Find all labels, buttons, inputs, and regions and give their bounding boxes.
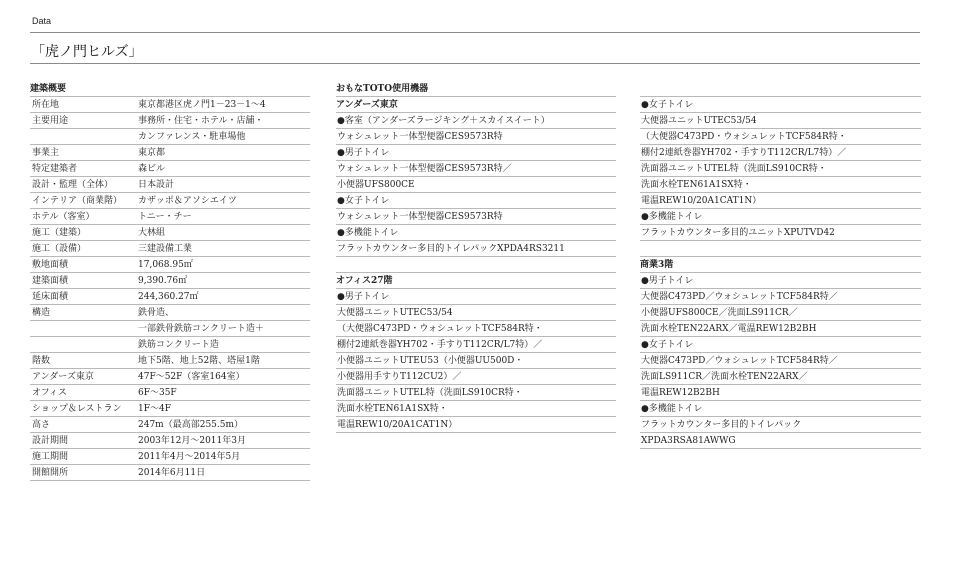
- overview-value: 鉄筋コンクリート造: [138, 340, 219, 350]
- equipment-line: 大便器ユニットUTEC53/54: [640, 113, 921, 129]
- commercial-equipment-list: [640, 273, 921, 449]
- overview-row: [30, 305, 310, 321]
- equipment-line: XPDA3RSA81AWWG: [640, 433, 921, 449]
- overview-value: 日本設計: [138, 180, 175, 190]
- office-equipment-list: [336, 289, 616, 433]
- equipment-line: ●男子トイレ: [336, 289, 616, 305]
- equipment-line: 洗面水栓TEN61A1SX特・: [640, 177, 921, 193]
- overview-label: オフィス: [32, 388, 68, 398]
- toto-equipment-column-2: [640, 81, 921, 449]
- overview-value: 2003年12月～2011年3月: [138, 436, 246, 446]
- overview-label: 所在地: [32, 100, 60, 110]
- overview-label: ショップ＆レストラン: [32, 404, 122, 414]
- overview-value: カンファレンス・駐車場他: [138, 132, 246, 142]
- andaz-heading: アンダーズ東京: [336, 97, 616, 113]
- equipment-line: 棚付2連紙巻器YH702・手すりT112CR/L7特）／: [640, 145, 921, 161]
- overview-row: [30, 401, 310, 417]
- overview-row: [30, 129, 310, 145]
- overview-value: 事務所・住宅・ホテル・店舗・: [138, 116, 264, 126]
- equipment-line: （大便器C473PD・ウォシュレットTCF584R特・: [336, 321, 616, 337]
- equipment-line: 電温REW10/20A1CAT1N）: [640, 193, 921, 209]
- overview-label: 事業主: [32, 148, 60, 158]
- overview-row: [30, 273, 310, 289]
- overview-value: 一部鉄骨鉄筋コンクリート造＋: [138, 324, 264, 334]
- overview-table: [30, 97, 310, 481]
- equipment-line: ●多機能トイレ: [336, 225, 616, 241]
- equipment-line: ●多機能トイレ: [640, 401, 921, 417]
- overview-label: 施工（建築）: [32, 228, 87, 238]
- equipment-line: ●多機能トイレ: [640, 209, 921, 225]
- overview-label: 敷地面積: [32, 260, 69, 270]
- overview-label: 延床面積: [32, 292, 69, 302]
- equipment-line: フラットカウンター多目的ユニットXPUTVD42: [640, 225, 921, 241]
- overview-label: 開館開所: [32, 468, 69, 478]
- overview-row: [30, 193, 310, 209]
- overview-label: 主要用途: [32, 116, 69, 126]
- top-divider: [30, 32, 920, 33]
- overview-value: 三建設備工業: [138, 244, 193, 254]
- page-title: 「虎ノ門ヒルズ」: [31, 44, 143, 60]
- overview-row: [30, 449, 310, 465]
- overview-value: トニー・チー: [138, 212, 192, 222]
- overview-row: [30, 321, 310, 337]
- overview-heading: 建築概要: [30, 81, 310, 97]
- equipment-line: 洗面器ユニットUTEL特（洗面LS910CR特・: [336, 385, 616, 401]
- overview-value: 鉄骨造、: [138, 308, 175, 318]
- overview-label: 階数: [32, 356, 51, 366]
- overview-label: 構造: [32, 308, 51, 318]
- equipment-line: ●男子トイレ: [336, 145, 616, 161]
- overview-row: [30, 161, 310, 177]
- equipment-line: 棚付2連紙巻器YH702・手すりT112CR/L7特）／: [336, 337, 616, 353]
- equipment-line: 洗面水栓TEN61A1SX特・: [336, 401, 616, 417]
- equipment-line: ●男子トイレ: [640, 273, 921, 289]
- equipment-line: ●客室（アンダーズラージキング＋スカイスイート）: [336, 113, 616, 129]
- overview-value: 17,068.95㎡: [138, 260, 193, 270]
- equipment-line: 小便器ユニットUTEU53（小便器UU500D・: [336, 353, 616, 369]
- toto-heading: おもなTOTO使用機器: [336, 81, 616, 97]
- overview-label: 施工期間: [32, 452, 69, 462]
- overview-row: [30, 353, 310, 369]
- overview-label: 建築面積: [32, 276, 69, 286]
- equipment-line: ウォシュレット一体型便器CES9573R特: [336, 209, 616, 225]
- overview-label: 設計・監理（全体）: [32, 180, 114, 190]
- andaz-equipment-list: [336, 113, 616, 257]
- equipment-line: ●女子トイレ: [640, 337, 921, 353]
- overview-label: 特定建築者: [32, 164, 78, 174]
- overview-row: [30, 417, 310, 433]
- overview-row: [30, 97, 310, 113]
- equipment-line: （大便器C473PD・ウォシュレットTCF584R特・: [640, 129, 921, 145]
- overview-value: カザッポ＆アソシエイツ: [138, 196, 237, 206]
- equipment-line: 電温REW10/20A1CAT1N）: [336, 417, 616, 433]
- overview-value: 大林組: [138, 228, 166, 238]
- spacer-row: [336, 257, 616, 273]
- equipment-line: 洗面LS911CR／洗面水栓TEN22ARX／: [640, 369, 921, 385]
- overview-row: [30, 465, 310, 481]
- office-heading: オフィス27階: [336, 273, 616, 289]
- spacer-row: [640, 81, 921, 97]
- office-women-equipment-list: [640, 97, 921, 241]
- overview-value: 47F～52F（客室164室）: [138, 372, 245, 382]
- equipment-line: ●女子トイレ: [336, 193, 616, 209]
- overview-label: 施工（設備）: [32, 244, 87, 254]
- equipment-line: ウォシュレット一体型便器CES9573R特: [336, 129, 616, 145]
- overview-label: アンダーズ東京: [32, 372, 94, 382]
- equipment-line: 大便器C473PD／ウォシュレットTCF584R特／: [640, 289, 921, 305]
- overview-label: インテリア（商業階）: [32, 196, 123, 206]
- overview-value: 244,360.27㎡: [138, 292, 199, 302]
- equipment-line: 小便器UFS800CE／洗面LS911CR／: [640, 305, 921, 321]
- overview-value: 2014年6月11日: [138, 468, 206, 478]
- overview-value: 2011年4月～2014年5月: [138, 452, 241, 462]
- toto-equipment-column-1: [336, 81, 616, 433]
- overview-value: 森ビル: [138, 164, 166, 174]
- title-divider: [30, 63, 920, 64]
- equipment-line: 大便器C473PD／ウォシュレットTCF584R特／: [640, 353, 921, 369]
- overview-value: 9,390.76㎡: [138, 276, 188, 286]
- overview-row: [30, 433, 310, 449]
- overview-value: 247m（最高部255.5m）: [138, 420, 244, 430]
- equipment-line: ●女子トイレ: [640, 97, 921, 113]
- overview-row: [30, 289, 310, 305]
- overview-row: [30, 113, 310, 129]
- overview-label: ホテル（客室）: [32, 212, 95, 222]
- overview-label: 設計期間: [32, 436, 69, 446]
- overview-row: [30, 257, 310, 273]
- overview-row: [30, 225, 310, 241]
- equipment-line: フラットカウンター多目的トイレパックXPDA4RS3211: [336, 241, 616, 257]
- overview-row: [30, 177, 310, 193]
- equipment-line: 電温REW12B2BH: [640, 385, 921, 401]
- commercial-heading: 商業3階: [640, 257, 921, 273]
- overview-row: [30, 385, 310, 401]
- overview-row: [30, 241, 310, 257]
- overview-row: [30, 369, 310, 385]
- overview-row: [30, 337, 310, 353]
- overview-label: 高さ: [32, 420, 51, 430]
- equipment-line: 洗面水栓TEN22ARX／電温REW12B2BH: [640, 321, 921, 337]
- overview-value: 6F～35F: [138, 388, 177, 398]
- overview-row: [30, 209, 310, 225]
- equipment-line: 大便器ユニットUTEC53/54: [336, 305, 616, 321]
- overview-value: 東京都: [138, 148, 166, 158]
- spacer-row: [640, 241, 921, 257]
- overview-row: [30, 145, 310, 161]
- overview-value: 1F～4F: [138, 404, 171, 414]
- equipment-line: 小便器用手すりT112CU2）／: [336, 369, 616, 385]
- equipment-line: フラットカウンター多目的トイレパック: [640, 417, 921, 433]
- building-overview: [30, 81, 310, 481]
- overview-value: 東京都港区虎ノ門1－23－1～4: [138, 100, 266, 110]
- equipment-line: ウォシュレット一体型便器CES9573R特／: [336, 161, 616, 177]
- equipment-line: 小便器UFS800CE: [336, 177, 616, 193]
- section-label: Data: [32, 16, 52, 26]
- overview-value: 地下5階、地上52階、塔屋1階: [138, 356, 260, 366]
- equipment-line: 洗面器ユニットUTEL特（洗面LS910CR特・: [640, 161, 921, 177]
